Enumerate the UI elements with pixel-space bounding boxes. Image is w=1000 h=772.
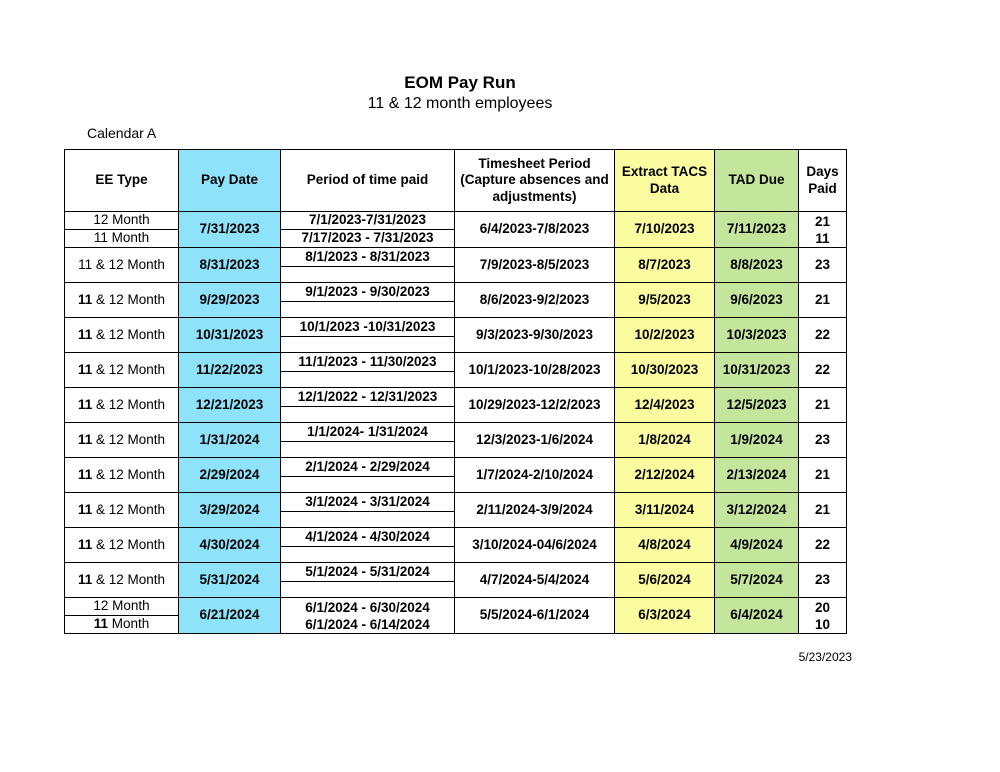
extract-cell: 7/10/2023 (615, 212, 715, 248)
col-pay-date: Pay Date (179, 150, 281, 212)
extract-cell: 2/12/2024 (615, 458, 715, 493)
table-row (65, 528, 847, 563)
revision-date: 5/23/2023 (798, 650, 852, 664)
timesheet-cell: 3/10/2024-04/6/2024 (455, 528, 615, 563)
pay-date-cell: 2/29/2024 (179, 458, 281, 493)
pay-date-cell: 1/31/2024 (179, 423, 281, 458)
period-cell (281, 458, 455, 493)
table-row (65, 493, 847, 528)
period-cell (281, 563, 455, 598)
timesheet-cell: 10/29/2023-12/2/2023 (455, 388, 615, 423)
pay-date-cell: 7/31/2023 (179, 212, 281, 248)
period-value: 1/1/2024- 1/31/2024 (281, 423, 454, 442)
pay-date-cell: 5/31/2024 (179, 563, 281, 598)
period-value: 10/1/2023 -10/31/2023 (281, 318, 454, 337)
ee-type-number: 11 (77, 571, 93, 587)
period-cell (281, 353, 455, 388)
tad-due-cell: 8/8/2023 (715, 248, 799, 283)
period-cell: 7/1/2023-7/31/2023 (281, 212, 455, 230)
pay-date-cell: 10/31/2023 (179, 318, 281, 353)
days-paid-cell: 22 (799, 318, 847, 353)
period-cell: 7/17/2023 - 7/31/2023 (281, 230, 455, 248)
pay-date-cell: 8/31/2023 (179, 248, 281, 283)
timesheet-cell: 8/6/2023-9/2/2023 (455, 283, 615, 318)
tad-due-cell: 4/9/2024 (715, 528, 799, 563)
ee-type-cell: 12 Month (65, 598, 179, 616)
ee-type-cell: 11 & 12 Month (65, 248, 179, 283)
tad-due-cell: 1/9/2024 (715, 423, 799, 458)
col-tad-due: TAD Due (715, 150, 799, 212)
days-paid-cell: 23 (799, 563, 847, 598)
period-value: 12/1/2022 - 12/31/2023 (281, 388, 454, 407)
period-value: 9/1/2023 - 9/30/2023 (281, 283, 454, 302)
ee-type-number: 11 (77, 396, 93, 412)
table-row (65, 598, 847, 616)
ee-type-cell (65, 283, 179, 318)
days-paid-value: 20 (814, 599, 831, 615)
table-row (65, 563, 847, 598)
period-cell (281, 493, 455, 528)
table-row (65, 283, 847, 318)
col-ee-type: EE Type (65, 150, 179, 212)
tad-due-cell: 10/3/2023 (715, 318, 799, 353)
ee-type-cell (65, 528, 179, 563)
period-value: 2/1/2024 - 2/29/2024 (281, 458, 454, 477)
tad-due-cell: 7/11/2023 (715, 212, 799, 248)
ee-type-number: 11 (77, 536, 93, 552)
tad-due-cell: 5/7/2024 (715, 563, 799, 598)
table-row (65, 318, 847, 353)
timesheet-cell: 10/1/2023-10/28/2023 (455, 353, 615, 388)
ee-type-cell (65, 318, 179, 353)
ee-type-number: 11 (77, 466, 93, 482)
table-row (65, 212, 847, 230)
tad-due-cell: 3/12/2024 (715, 493, 799, 528)
table-row (65, 458, 847, 493)
ee-type-cell (65, 616, 179, 634)
extract-cell: 9/5/2023 (615, 283, 715, 318)
pay-date-cell: 3/29/2024 (179, 493, 281, 528)
period-cell (281, 283, 455, 318)
period-cell (281, 598, 455, 634)
pay-date-cell: 4/30/2024 (179, 528, 281, 563)
days-paid-cell: 21 (799, 283, 847, 318)
ee-type-rest: & 12 Month (92, 431, 166, 447)
period-value: 8/1/2023 - 8/31/2023 (281, 248, 454, 267)
days-paid-cell: 21 (799, 493, 847, 528)
ee-type-cell: 11 Month (65, 230, 179, 248)
ee-type-cell (65, 353, 179, 388)
extract-cell: 3/11/2024 (615, 493, 715, 528)
ee-type-number: 11 (77, 501, 93, 517)
period-value: 6/1/2024 - 6/14/2024 (305, 616, 430, 632)
table-row (65, 353, 847, 388)
page-title: EOM Pay Run (404, 73, 516, 92)
days-paid-cell: 21 (799, 458, 847, 493)
ee-type-rest: & 12 Month (92, 291, 166, 307)
period-cell (281, 423, 455, 458)
ee-type-number: 11 (93, 616, 108, 632)
timesheet-cell: 9/3/2023-9/30/2023 (455, 318, 615, 353)
period-cell (281, 318, 455, 353)
extract-cell: 1/8/2024 (615, 423, 715, 458)
period-cell (281, 528, 455, 563)
tad-due-cell: 10/31/2023 (715, 353, 799, 388)
period-cell (281, 248, 455, 283)
ee-type-cell (65, 563, 179, 598)
period-cell (281, 388, 455, 423)
tad-due-cell: 6/4/2024 (715, 598, 799, 634)
period-value: 4/1/2024 - 4/30/2024 (281, 528, 454, 547)
timesheet-cell: 6/4/2023-7/8/2023 (455, 212, 615, 248)
ee-type-rest: Month (108, 616, 150, 632)
days-paid-value: 21 (814, 213, 831, 229)
ee-type-cell (65, 458, 179, 493)
page-subtitle: 11 & 12 month employees (367, 95, 553, 112)
table-row (65, 248, 847, 283)
extract-cell: 5/6/2024 (615, 563, 715, 598)
pay-run-table (64, 149, 847, 634)
table-row (65, 423, 847, 458)
ee-type-number: 11 (77, 431, 93, 447)
period-value: 3/1/2024 - 3/31/2024 (281, 493, 454, 512)
ee-type-rest: & 12 Month (92, 326, 166, 342)
days-paid-value: 10 (814, 616, 831, 632)
pay-date-cell: 12/21/2023 (179, 388, 281, 423)
pay-date-cell: 6/21/2024 (179, 598, 281, 634)
timesheet-cell: 7/9/2023-8/5/2023 (455, 248, 615, 283)
extract-cell: 10/30/2023 (615, 353, 715, 388)
ee-type-number: 11 (77, 361, 93, 377)
ee-type-rest: & 12 Month (92, 536, 166, 552)
table-row (65, 388, 847, 423)
ee-type-rest: & 12 Month (92, 571, 166, 587)
tad-due-cell: 9/6/2023 (715, 283, 799, 318)
col-extract: Extract TACS Data (615, 150, 715, 212)
col-timesheet: Timesheet Period (Capture absences and adjustments) (455, 150, 615, 212)
days-paid-cell: 23 (799, 423, 847, 458)
days-paid-cell: 21 (799, 388, 847, 423)
ee-type-number: 11 (77, 326, 93, 342)
period-value: 11/1/2023 - 11/30/2023 (281, 353, 454, 372)
ee-type-cell (65, 388, 179, 423)
tad-due-cell: 2/13/2024 (715, 458, 799, 493)
ee-type-rest: & 12 Month (92, 361, 166, 377)
days-paid-cell (799, 212, 847, 248)
ee-type-rest: & 12 Month (92, 396, 166, 412)
col-days-paid: Days Paid (799, 150, 847, 212)
timesheet-cell: 1/7/2024-2/10/2024 (455, 458, 615, 493)
extract-cell: 8/7/2023 (615, 248, 715, 283)
days-paid-cell: 22 (799, 353, 847, 388)
ee-type-cell (65, 493, 179, 528)
timesheet-cell: 5/5/2024-6/1/2024 (455, 598, 615, 634)
ee-type-number: 11 (77, 291, 93, 307)
period-value: 6/1/2024 - 6/30/2024 (305, 599, 430, 615)
extract-cell: 4/8/2024 (615, 528, 715, 563)
days-paid-cell (799, 598, 847, 634)
extract-cell: 10/2/2023 (615, 318, 715, 353)
timesheet-cell: 4/7/2024-5/4/2024 (455, 563, 615, 598)
timesheet-cell: 12/3/2023-1/6/2024 (455, 423, 615, 458)
timesheet-cell: 2/11/2024-3/9/2024 (455, 493, 615, 528)
extract-cell: 12/4/2023 (615, 388, 715, 423)
ee-type-rest: & 12 Month (92, 501, 166, 517)
ee-type-cell (65, 423, 179, 458)
days-paid-cell: 22 (799, 528, 847, 563)
extract-cell: 6/3/2024 (615, 598, 715, 634)
pay-date-cell: 11/22/2023 (179, 353, 281, 388)
tad-due-cell: 12/5/2023 (715, 388, 799, 423)
pay-date-cell: 9/29/2023 (179, 283, 281, 318)
header-row (65, 150, 847, 212)
calendar-label: Calendar A (87, 125, 157, 141)
days-paid-value: 11 (815, 230, 830, 246)
ee-type-cell: 12 Month (65, 212, 179, 230)
ee-type-rest: & 12 Month (92, 466, 166, 482)
days-paid-cell: 23 (799, 248, 847, 283)
col-period: Period of time paid (281, 150, 455, 212)
period-value: 5/1/2024 - 5/31/2024 (281, 563, 454, 582)
